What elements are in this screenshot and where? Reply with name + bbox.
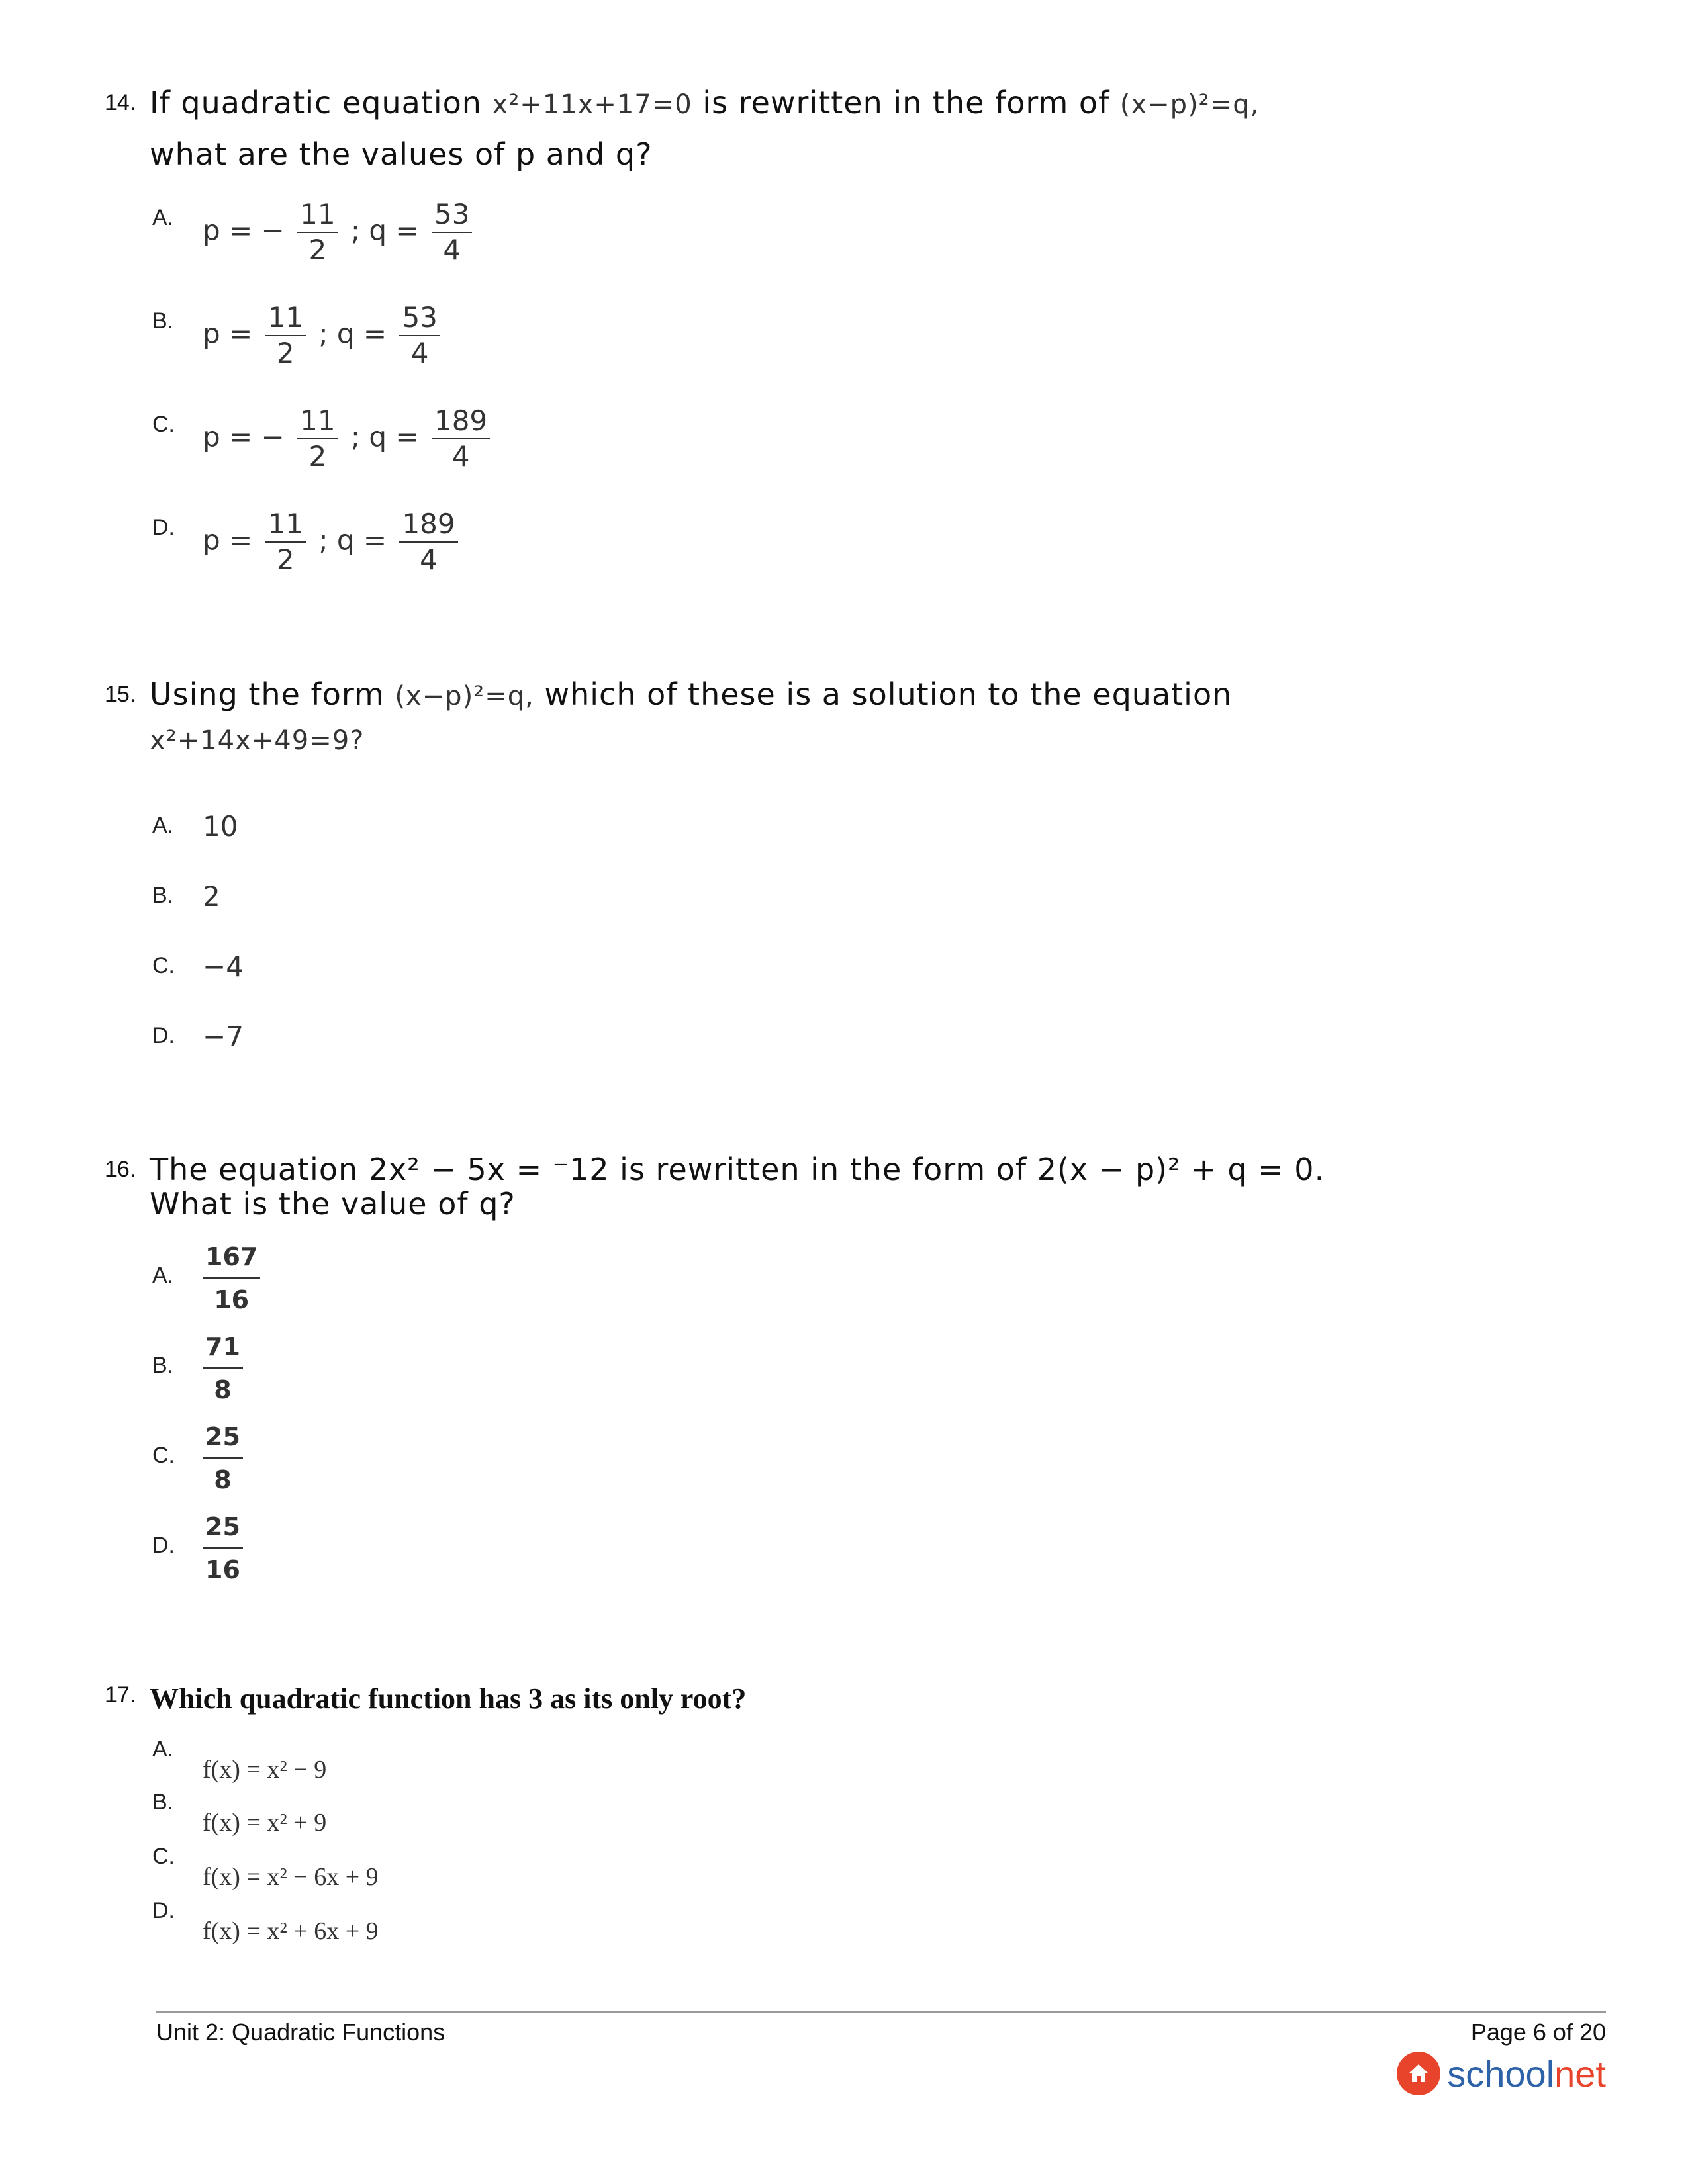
option-b[interactable]: 2 bbox=[203, 880, 220, 913]
option-letter[interactable]: B. bbox=[152, 308, 174, 334]
footer-page-number: Page 6 of 20 bbox=[1470, 2019, 1606, 2046]
option-letter[interactable]: D. bbox=[152, 515, 175, 540]
option-letter[interactable]: B. bbox=[152, 883, 174, 908]
option-a[interactable]: f(x) = x² − 9 bbox=[203, 1756, 327, 1784]
option-c[interactable]: p = − $\frac{11}{2}$ ; q = $\frac{189}{4}$ bbox=[203, 404, 494, 474]
option-letter[interactable]: C. bbox=[152, 953, 175, 978]
option-a[interactable]: 10 bbox=[203, 810, 238, 842]
option-d[interactable]: $\frac{25}{16}$ bbox=[203, 1508, 243, 1589]
option-letter[interactable]: D. bbox=[152, 1023, 175, 1048]
question-number: 16. bbox=[105, 1157, 136, 1182]
option-letter[interactable]: D. bbox=[152, 1533, 175, 1558]
question-number: 14. bbox=[105, 90, 136, 115]
option-letter[interactable]: C. bbox=[152, 1443, 175, 1468]
schoolnet-logo: schoolnet bbox=[1397, 2052, 1606, 2095]
option-b[interactable]: $\frac{71}{8}$ bbox=[203, 1328, 243, 1409]
question-text: Using the form (x−p)²=q, which of these is a solution to the equation bbox=[150, 676, 1233, 712]
footer-divider bbox=[156, 2011, 1606, 2013]
equation: x²+11x+17=0 bbox=[492, 89, 692, 120]
option-c[interactable]: $\frac{25}{8}$ bbox=[203, 1418, 243, 1499]
option-letter[interactable]: A. bbox=[152, 1263, 174, 1288]
option-letter[interactable]: D. bbox=[152, 1898, 175, 1923]
option-letter[interactable]: A. bbox=[152, 205, 174, 230]
home-icon bbox=[1397, 2052, 1440, 2095]
question-number: 15. bbox=[105, 682, 136, 707]
question-text: Which quadratic function has 3 as its only root? bbox=[150, 1682, 747, 1715]
footer-unit: Unit 2: Quadratic Functions bbox=[156, 2019, 445, 2046]
option-letter[interactable]: C. bbox=[152, 412, 175, 437]
option-letter[interactable]: C. bbox=[152, 1844, 175, 1869]
option-a[interactable]: p = − $\frac{11}{2}$ ; q = $\frac{53}{4}$ bbox=[203, 197, 476, 267]
option-a[interactable]: $\frac{167}{16}$ bbox=[203, 1238, 260, 1319]
question-number: 17. bbox=[105, 1682, 136, 1707]
question-text-line2: what are the values of p and q? bbox=[150, 136, 653, 172]
option-c[interactable]: f(x) = x² − 6x + 9 bbox=[203, 1863, 379, 1891]
option-c[interactable]: −4 bbox=[203, 950, 244, 983]
equation-form: (x−p)²=q, bbox=[395, 681, 534, 711]
option-b[interactable]: f(x) = x² + 9 bbox=[203, 1809, 327, 1837]
equation: x²+14x+49=9? bbox=[150, 725, 365, 756]
option-b[interactable]: p = $\frac{11}{2}$ ; q = $\frac{53}{4}$ bbox=[203, 300, 444, 371]
option-letter[interactable]: B. bbox=[152, 1353, 174, 1378]
question-text: The equation 2x² − 5x = ⁻12 is rewritten in the form of 2(x − p)² + q = 0. bbox=[150, 1152, 1325, 1187]
option-d[interactable]: −7 bbox=[203, 1021, 244, 1053]
option-letter[interactable]: A. bbox=[152, 813, 174, 838]
question-text: If quadratic equation x²+11x+17=0 is rewritten in the form of (x−p)²=q, bbox=[150, 85, 1260, 120]
question-text-line2: What is the value of q? bbox=[150, 1186, 516, 1222]
option-d[interactable]: p = $\frac{11}{2}$ ; q = $\frac{189}{4}$ bbox=[203, 507, 462, 577]
equation-form: (x−p)²=q, bbox=[1119, 89, 1260, 120]
option-letter[interactable]: B. bbox=[152, 1790, 174, 1815]
option-d[interactable]: f(x) = x² + 6x + 9 bbox=[203, 1917, 379, 1945]
option-letter[interactable]: A. bbox=[152, 1737, 174, 1762]
